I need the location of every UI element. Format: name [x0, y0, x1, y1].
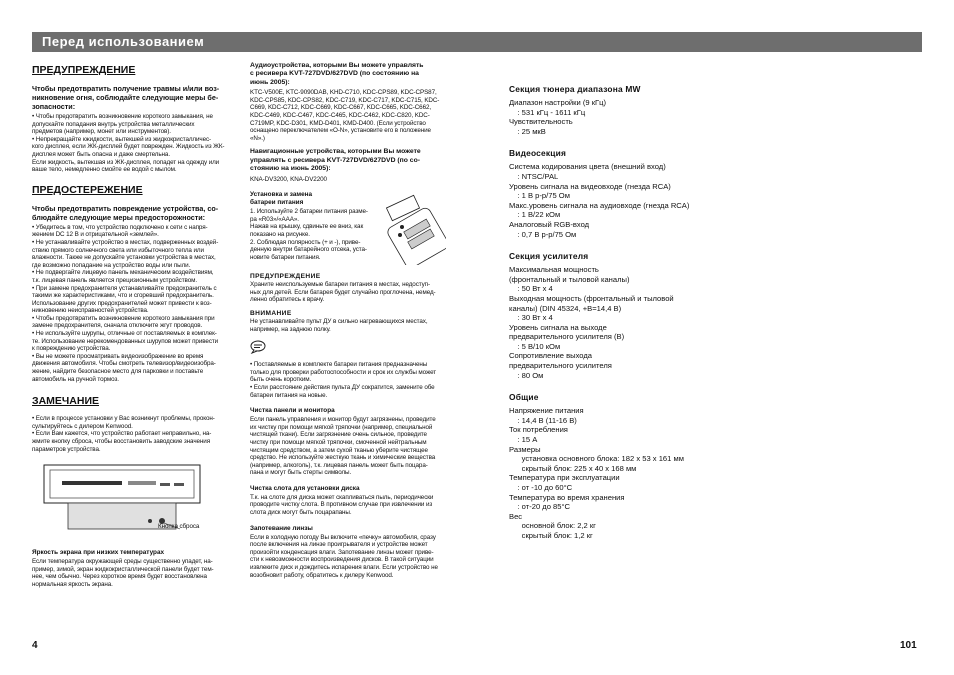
brightness-title: Яркость экрана при низких температурах [32, 549, 165, 557]
fog-title: Запотевание линзы [250, 524, 313, 532]
nav-title: Навигационные устройства, которыми Вы можете управлять с ресивера KVT-727DVD/627DVD (по со- стоянию на июнь 2005): [250, 148, 421, 173]
page-number-left: 4 [32, 640, 38, 651]
header-bar [32, 32, 922, 52]
caution-heading: ПРЕДОСТЕРЕЖЕНИЕ [32, 183, 143, 196]
page-title: Перед использованием [42, 34, 205, 49]
battery-section [250, 187, 446, 267]
caution-text: • Убедитесь в том, что устройство подключено к сети с напря- жением DC 12 В и отрицательной «землей». • Не устанавливайте устройство в местах, подверженных воздей- ствию прямого солнечного света или избыточного тепла или влажности. Также не допускайте установки устройства в местах, где возможно попадание на устройство воды или пыли. • Не подвергайте лицевую панель механическим воздействиям, т.к. лицевая панель является прецизионным устройством. • При замене предохранителя устанавливайте предохранитель с такими же характеристиками, что и сгоревший предохранитель. Использование других предохранителей может привести к воз- никновению неисправностей устройства. • Чтобы предотвратить возникновение короткого замыкания при замене предохранителя, сначала отключите жгут проводов. • Не используйте шурупы, отличные от поставляемых в комплек- те. Использование нерекомендованных шурупов может привести к повреждению устройства. • Вы не можете просматривать видеоизображение во время движения автомобиля. Чтобы смотреть телевизор/видеоизобра- жение, найдите безопасное место для парковки и поставьте автомобиль на ручной тормоз. [32, 223, 219, 383]
mw-specs: Диапазон настройки (9 кГц) : 531 кГц - 1611 кГц Чувствительность : 25 мкВ [509, 98, 607, 136]
reset-button-label: Кнопка сброса [158, 523, 200, 531]
general-heading: Общие [509, 392, 539, 403]
warning-intro: Чтобы предотвратить получение травмы и/или воз- никновение огня, соблюдайте следующие меры бе- зопасности: [32, 84, 220, 111]
battery-title: Установка и замена батареи питания [250, 191, 313, 207]
general-specs: Напряжение питания : 14,4 В (11-16 В) Ток потребления : 15 А Размеры установка основного блока: 182 x 53 x 161 мм скрытый блок: 225 x 40 x 168 мм Температура при эксплуатации : от -10 до 60°C Температура во время хранения : от-20 до 85°C Вес основной блок: 2,2 кг скрытый блок: 1,2 кг [509, 406, 684, 540]
nav-list: KNA-DV3200, KNA-DV2200 [250, 175, 327, 183]
clean-text: Если панель управления и монитор будут загрязнены, проведите их чистку при помощи мягкой тряпочки (например, специальной чистящей ткани). Если загрязнение очень сильное, проведите чистку при помощи мягкой тряпочки, смоченной нейтральным чистящим средством, а затем сухой тканью уберите чистящее средство. Не используйте жесткую ткань и химические вещества (например, алкоголь), т.к. лицевая панель может быть поцара- пана и могут быть стерты символы. [250, 416, 436, 477]
remote-battery-icon [380, 187, 446, 265]
amp-heading: Секция усилителя [509, 251, 589, 262]
fog-text: Если в холодную погоду Вы включите «печку» автомобиля, сразу после включения на линзе проигрывателя и устройстве может произойти конденсация влаги. Запотевание линзы может приве- сти к невозможности воспроизведения дисков. В такой ситуации извлеките диск и дождитесь испарения влаги. Если устройство не возобновит работу, обратитесь к дилеру Kenwood. [250, 533, 438, 579]
warning-text: • Чтобы предотвратить возникновение короткого замыкания, не допускайте попадания внутрь устройства металлических предметов (например, монет или инструментов). • Непрекращайте кжидкости, вытекшей из жидкокристалличес- кого дисплея, если ЖК-дисплей будет поврежден. Жидкость из ЖК- дисплея может быть опасна и даже смертельна. Если жидкость, вытекшая из ЖК-дисплея, попадет на одежду или ваше тело, немедленно смойте ее водой с мылом. [32, 113, 225, 174]
battery-text-block [250, 191, 374, 262]
column-left [32, 62, 232, 590]
info-text: • Поставляемые в комплекте батареи питания предназначены только для проверки работоспособности и срок их службы может быть очень коротким. • Если расстояние действия пульта ДУ сократится, замените обе батареи питания на новые. [250, 361, 437, 399]
warn-text: Храните неиспользуемые батареи питания в местах, недоступ- ных для детей. Если батарея будет случайно проглочена, немед- ленно обратитесь к врачу. [250, 281, 436, 304]
video-specs: Система кодирования цвета (внешний вход) : NTSC/PAL Уровень сигнала на видеовходе (гнезда RCA) : 1 В р-р/75 Ом Макс.уровень сигнала на аудиовходе (гнезда RCA) : 1 В/22 кОм Аналоговый RGB-вход : 0,7 В р-р/75 Ом [509, 162, 690, 239]
attention-caps: ВНИМАНИЕ [250, 309, 292, 317]
slot-text: Т.к. на слоте для диска может скапливаться пыль, периодически проводите чистку слота. В противном случае при извлечении из слота диск могут быть поцарапаны. [250, 493, 434, 517]
head-unit-illustration [32, 461, 212, 533]
amp-specs: Максимальная мощность (фронтальный и тыловой каналы) : 50 Вт x 4 Выходная мощность (фронтальный и тыловой каналы) (DIN 45324, +B=14,4 В) : 30 Вт x 4 Уровень сигнала на выходе предварительного усилителя (В) : 5 В/10 кОм Сопротивление выхода предварительного усилителя : 80 Ом [509, 265, 674, 380]
page-number-right: 101 [900, 640, 917, 651]
battery-text: 1. Используйте 2 батареи питания разме- ра «R03»/«AAA». Нажав на крышку, сдвиньте ее вниз, как показано на рисунке. 2. Соблюдая полярность (+ и -), приве- денную внутри батарейного отсека, уста- новите батареи питания. [250, 208, 368, 261]
slot-title: Чистка слота для установки диска [250, 484, 360, 492]
column-right [509, 62, 749, 541]
note-text: • Если в процессе установки у Вас возникнут проблемы, прокон- сультируйтесь с дилером Kenwood. • Если Вам кажется, что устройство работает неправильно, на- жмите кнопку сброса, чтобы восстановить заводские значения параметров устройства. [32, 415, 215, 453]
clean-title: Чистка панели и монитора [250, 407, 335, 415]
audio-title: Аудиоустройства, которыми Вы можете управлять с ресивера KVT-727DVD/627DVD (по состоянию на июнь 2005): [250, 62, 424, 86]
brightness-text: Если температура окружающей среды существенно упадет, на- пример, зимой, экран жидкокристаллической панели будет тем- нее, чем обычно. Через короткое время будет восстановлена нормальная яркость экрана. [32, 558, 214, 588]
warning-heading: ПРЕДУПРЕЖДЕНИЕ [32, 64, 136, 76]
attention-text: Не устанавливайте пульт ДУ в сильно нагревающихся местах, например, на заднюю полку. [250, 317, 428, 333]
note-heading: ЗАМЕЧАНИЕ [32, 395, 100, 408]
video-heading: Видеосекция [509, 148, 567, 159]
mw-heading: Секция тюнера диапазона MW [509, 84, 641, 94]
note-icon [250, 340, 266, 354]
warn-caps: ПРЕДУПРЕЖДЕНИЕ [250, 273, 321, 281]
column-middle [250, 62, 447, 580]
caution-intro: Чтобы предотвратить повреждение устройства, со- блюдайте следующие меры предосторожности: [32, 203, 219, 222]
audio-list: KTC-V500E, KTC-9090DAB, KHD-C710, KDC-CPS89, KDC-CPS87, KDC-CPS85, KDC-CPS82, KDC-C719, KDC-C717, KDC-C715, KDC- C669, KDC-C712, KDC-C669, KDC-C667, KDC-C665, KDC-C662, KDC-C469, KDC-C467, KDC-C465, KDC-C462, KDC-C820, KDC- C719MP, KDC-D301, KMD-D401, KMD-D400. (Если устройство оснащено переключателем «O-N», установите его в положение «N».) [250, 89, 440, 142]
